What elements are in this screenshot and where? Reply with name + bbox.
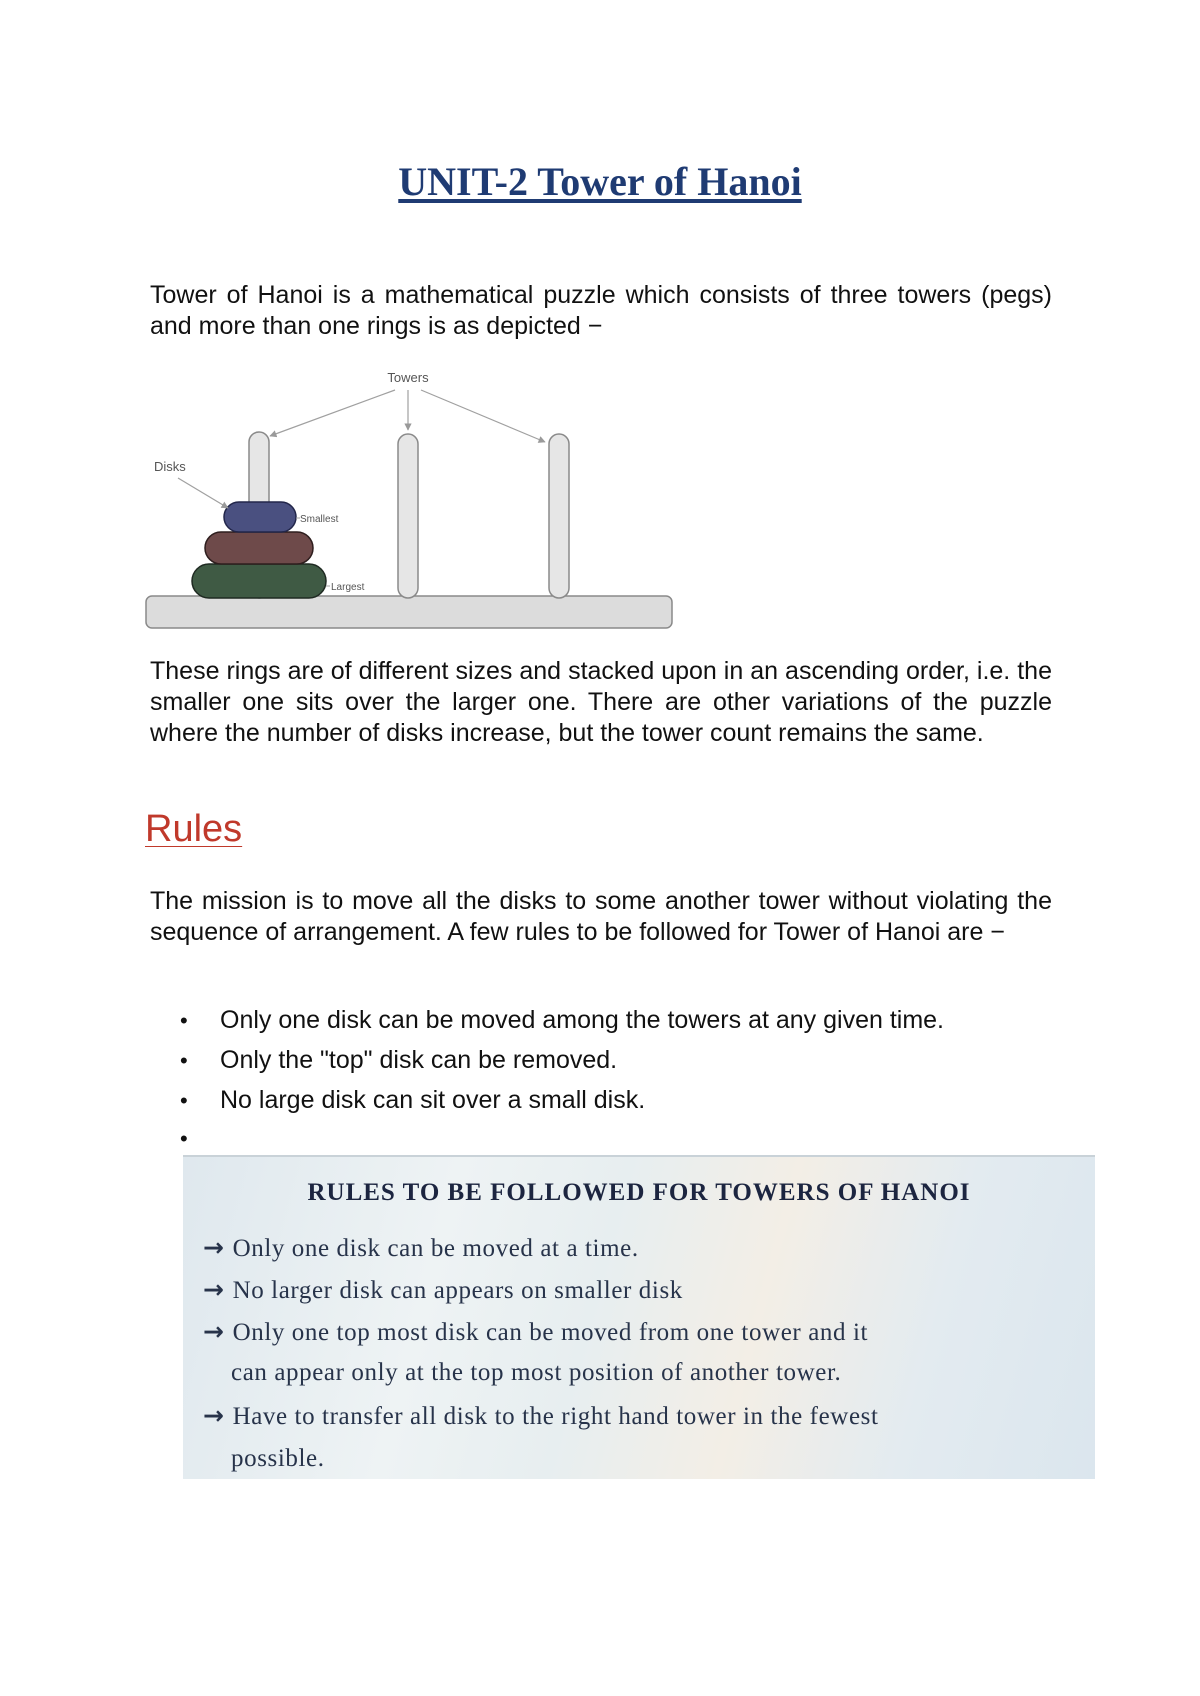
rules-list xyxy=(180,1006,1080,1156)
list-item-text: No large disk can sit over a small disk. xyxy=(220,1086,646,1114)
bullet-icon: • xyxy=(180,1008,188,1033)
disk-medium xyxy=(205,532,313,564)
disk-largest xyxy=(192,564,326,598)
base-platform xyxy=(146,596,672,628)
towers-arrow-right xyxy=(421,390,545,442)
towers-arrow-left xyxy=(270,390,395,436)
description-paragraph: These rings are of different sizes and stacked upon in an ascending order, i.e. the smaller one sits over the larger one. There are other variations of the puzzle where the number of disks increase, but the tower count remains the same. xyxy=(150,657,1052,747)
peg-middle xyxy=(398,434,418,598)
bullet-icon: • xyxy=(180,1126,188,1151)
photo-rule-line-continued: can appear only at the top most position of another tower. xyxy=(231,1359,842,1386)
disks-label: Disks xyxy=(154,459,186,474)
mission-paragraph: The mission is to move all the disks to some another tower without violating the sequence of arrangement. A few rules to be followed for Tower of Hanoi are − xyxy=(150,887,1052,946)
bullet-icon: • xyxy=(180,1088,188,1113)
photo-rule-line-continued: possible. xyxy=(231,1445,325,1472)
arrow-icon: → xyxy=(203,1401,225,1430)
arrow-icon: → xyxy=(203,1317,225,1346)
list-item xyxy=(180,1006,1080,1046)
list-item-text: Only the "top" disk can be removed. xyxy=(220,1046,618,1074)
arrow-icon: → xyxy=(203,1275,225,1304)
list-item xyxy=(180,1086,1080,1126)
rules-photo xyxy=(183,1155,1095,1479)
photo-rule-line: → Only one top most disk can be moved from one tower and it xyxy=(203,1317,869,1346)
page-title: UNIT-2 Tower of Hanoi xyxy=(398,159,802,204)
disks-arrow xyxy=(178,478,228,508)
photo-rule-line: → No larger disk can appears on smaller disk xyxy=(203,1275,683,1304)
disk-smallest xyxy=(224,502,296,532)
rules-heading: Rules xyxy=(145,808,243,850)
largest-label: Largest xyxy=(331,582,365,593)
photo-rule-line: → Have to transfer all disk to the right hand tower in the fewest xyxy=(203,1401,879,1430)
list-item xyxy=(180,1046,1080,1086)
photo-rule-line: → Only one disk can be moved at a time. xyxy=(203,1233,639,1262)
arrow-icon: → xyxy=(203,1233,225,1262)
towers-label: Towers xyxy=(387,370,429,385)
tower-of-hanoi-diagram xyxy=(140,360,680,640)
peg-right xyxy=(549,434,569,598)
smallest-label: Smallest xyxy=(300,514,339,525)
intro-paragraph: Tower of Hanoi is a mathematical puzzle which consists of three towers (pegs) and more than one rings is as depicted − xyxy=(150,281,1052,340)
list-item-text: Only one disk can be moved among the towers at any given time. xyxy=(220,1006,944,1034)
photo-title: RULES TO BE FOLLOWED FOR TOWERS OF HANOI xyxy=(307,1179,971,1206)
list-item xyxy=(180,1126,1080,1156)
bullet-icon: • xyxy=(180,1048,188,1073)
